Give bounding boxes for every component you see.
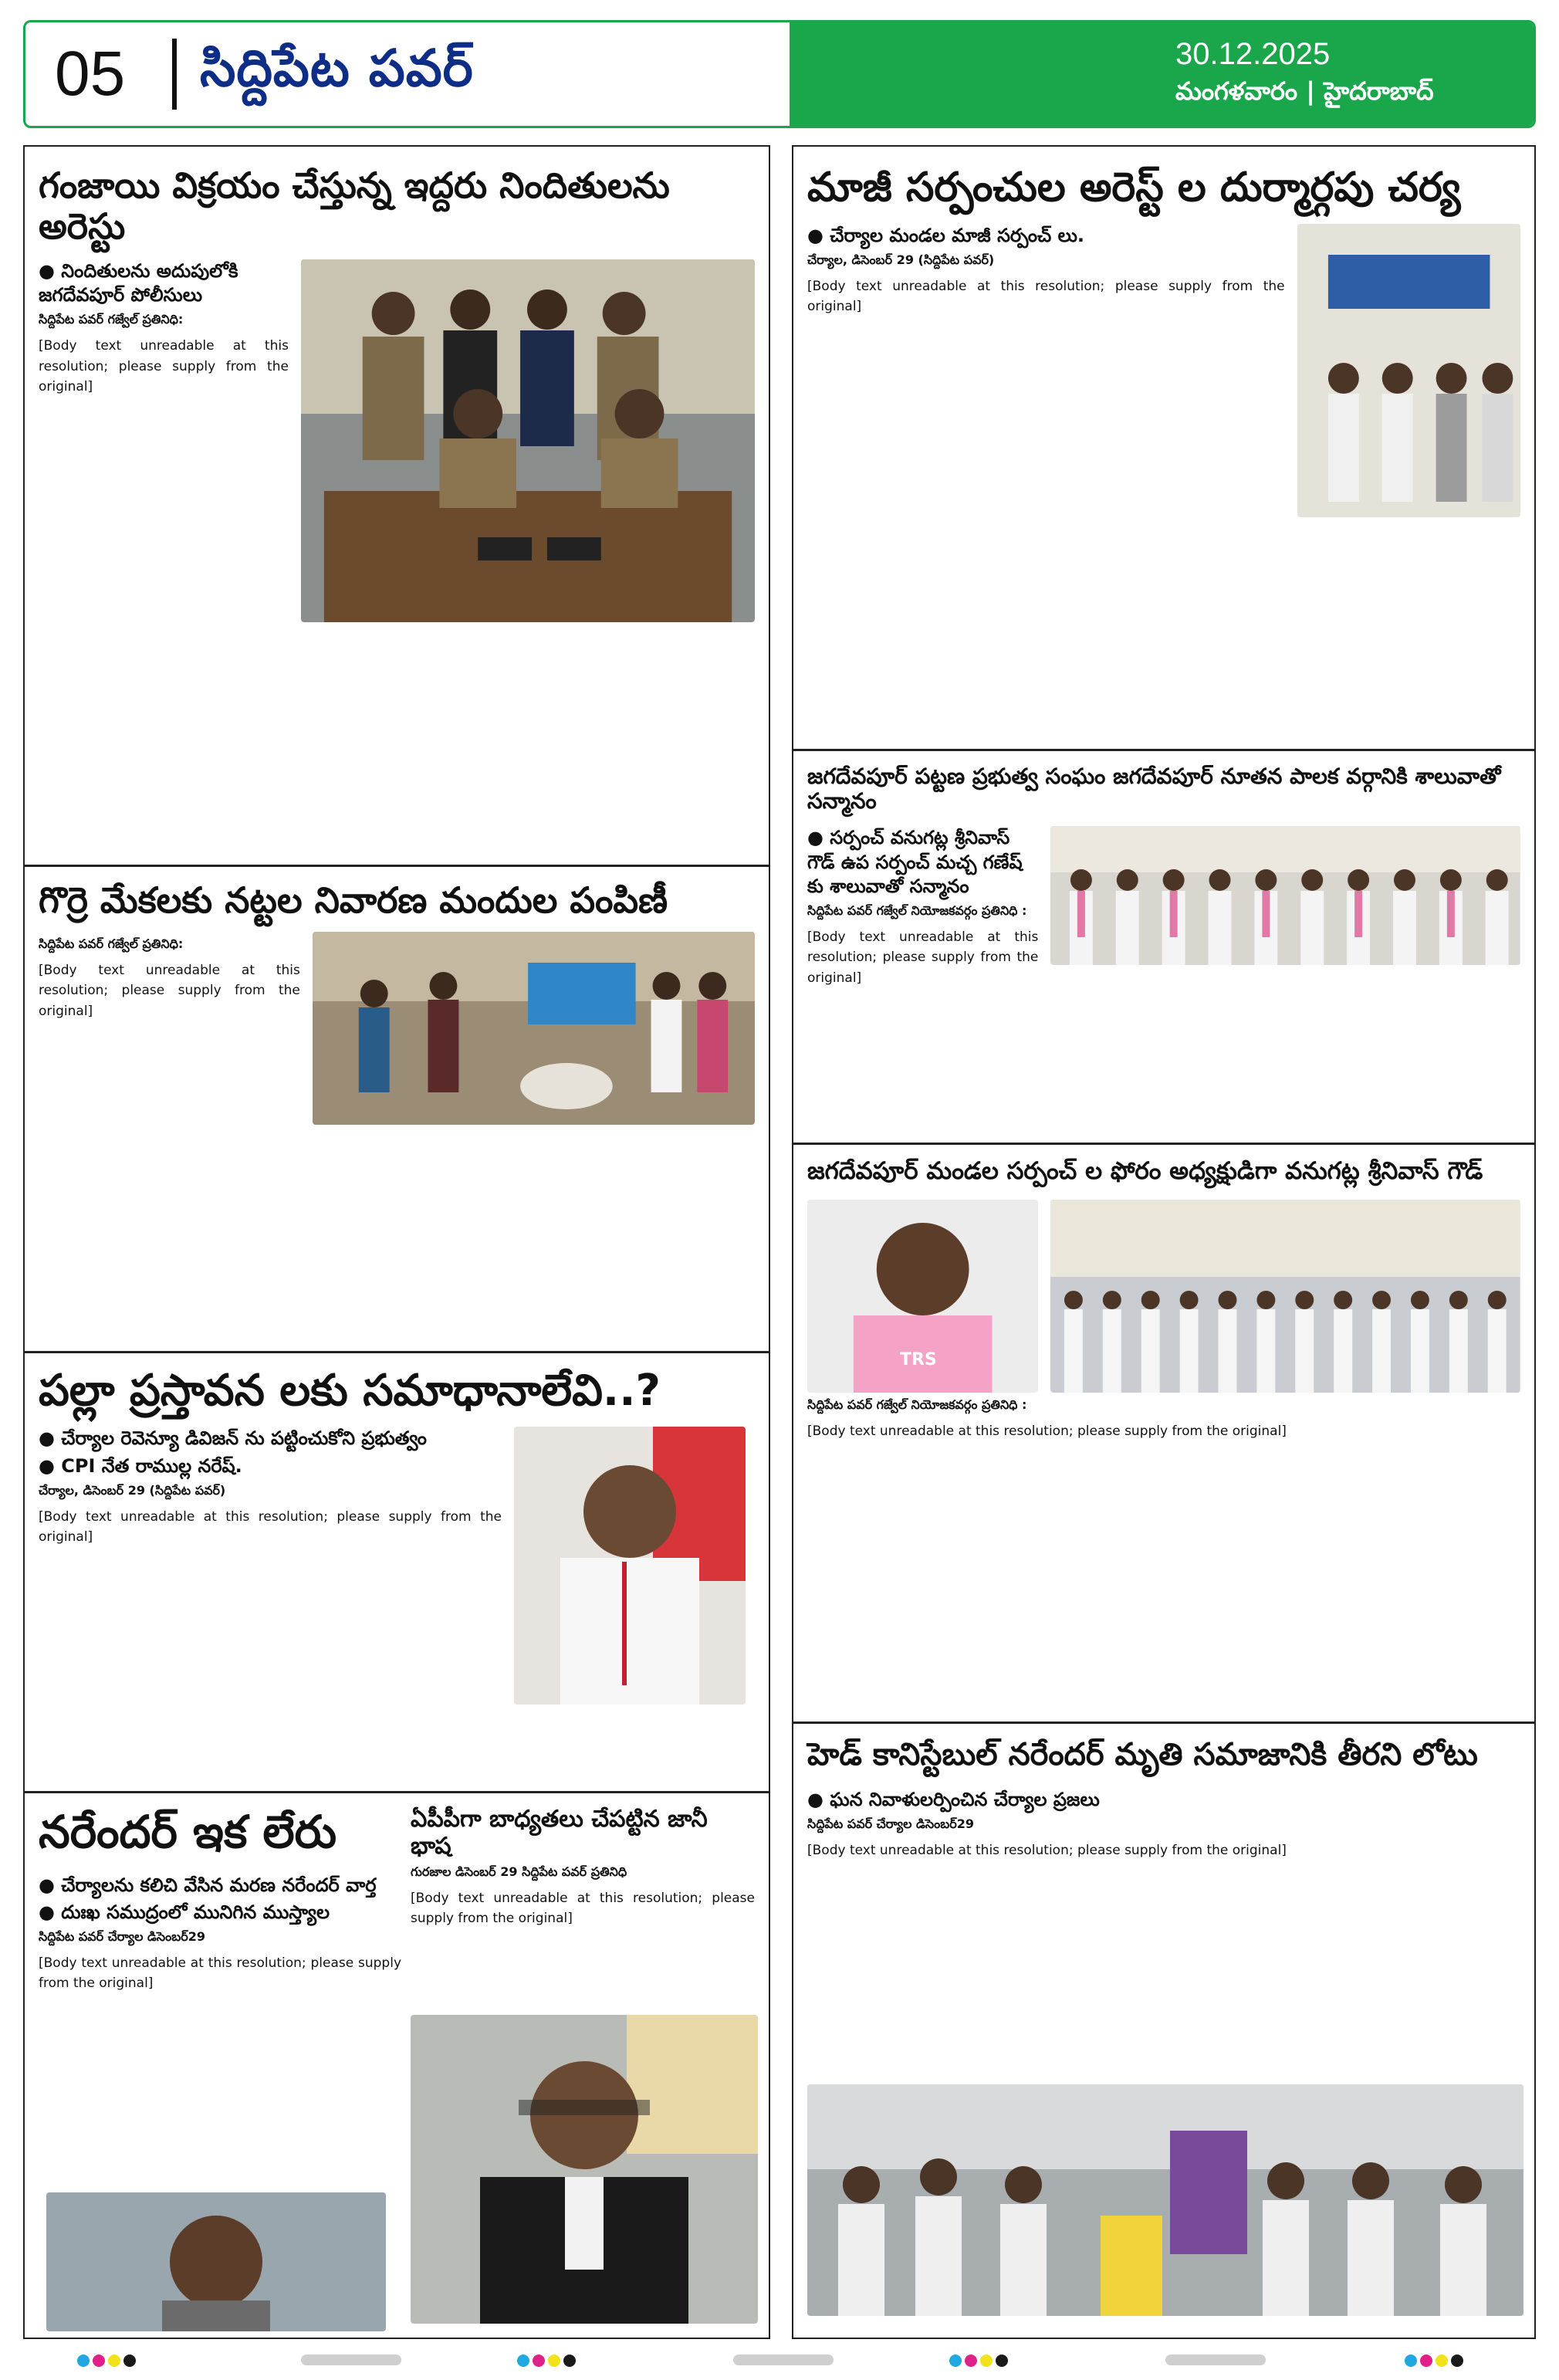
cpi-leader-photo	[514, 1427, 746, 1705]
party-badge: TRS	[900, 1349, 937, 1369]
byline: సిద్దిపేట పవర్ గజ్వేల్ నియోజకవర్గం ప్రతినిధి :	[807, 902, 1027, 918]
goat-medicine-photo	[313, 932, 755, 1125]
article-body: [Body text unreadable at this resolution; please supply from the original]	[39, 1955, 401, 1992]
article-body: [Body text unreadable at this resolution; please supply from the original]	[807, 1423, 1287, 1439]
registration-bar	[301, 2355, 401, 2365]
article-ganja	[39, 165, 755, 860]
headline: జగదేవపూర్ పట్టణ ప్రభుత్వ సంఘం జగదేవపూర్ నూతన పాలక వర్గానికి శాలువాతో సన్మానం	[807, 763, 1501, 814]
article-gorre	[39, 880, 755, 1343]
article-sarpanch-forum	[807, 1158, 1520, 1714]
subhead: ● నిందితులను అదుపులోకి జగదేవపూర్ పోలీసులు	[39, 259, 289, 307]
article-narender-ika	[39, 1806, 401, 2331]
police-station-photo	[1297, 224, 1520, 517]
narender-portrait-photo	[46, 2192, 386, 2331]
headline: మాజీ సర్పంచుల అరెస్ట్ ల దుర్మార్గపు చర్య	[807, 164, 1461, 211]
subhead: ● సర్పంచ్ వనుగట్ల శ్రీనివాస్ గౌడ్ ఉప సర్పంచ్ మచ్చ గణేష్ కు శాలువాతో సన్మానం	[807, 826, 1038, 899]
byline: గురజాల డిసెంబర్ 29 సిద్దిపేట పవర్ ప్రతినిధి	[411, 1864, 627, 1879]
headline: నరేందర్ ఇక లేరు	[39, 1806, 337, 1858]
subhead: ● చేర్యాలను కలిచి వేసిన మరణ నరేందర్ వార్త	[39, 1874, 401, 1898]
article-body: [Body text unreadable at this resolution; please supply from the original]	[411, 1891, 755, 1927]
forum-group-photo	[1050, 1200, 1520, 1393]
byline: సిద్దిపేట పవర్ చేర్యాల డిసెంబర్29	[39, 1929, 205, 1945]
section-divider	[25, 1351, 769, 1353]
headline: పల్లా ప్రస్తావన లకు సమాధానాలేవి..?	[39, 1366, 661, 1416]
subhead: ● ఘన నివాళులర్పించిన చేర్యాల ప్రజలు	[807, 1788, 1520, 1812]
byline: సిద్దిపేట పవర్ చేర్యాల డిసెంబర్29	[807, 1816, 974, 1832]
registration-bar	[733, 2355, 834, 2365]
article-maji	[807, 165, 1520, 736]
headline: గొర్రె మేకలకు నట్టల నివారణ మందుల పంపిణీ	[39, 879, 668, 921]
article-jagadevapur-sanmanam	[807, 764, 1520, 1135]
section-divider	[793, 1722, 1534, 1724]
police-arrest-photo	[301, 259, 755, 622]
subhead: ● చేర్యాల మండల మాజీ సర్పంచ్ లు.	[807, 224, 1285, 248]
subhead: ● దుఃఖ సముద్రంలో మునిగిన ముస్త్యాల	[39, 1901, 401, 1925]
section-divider	[793, 1143, 1534, 1145]
section-divider	[25, 865, 769, 867]
byline: చేర్యాల, డిసెంబర్ 29 (సిద్దిపేట పవర్)	[807, 252, 995, 267]
page-number: 05	[55, 39, 126, 109]
article-app	[411, 1806, 755, 2331]
byline: సిద్దిపేట పవర్ గజ్వేల్ ప్రతినిధి:	[39, 312, 184, 327]
article-body: [Body text unreadable at this resolution; please supply from the original]	[39, 962, 300, 1019]
article-body: [Body text unreadable at this resolution; please supply from the original]	[39, 1508, 502, 1545]
masthead	[23, 20, 1536, 128]
byline: చేర్యాల, డిసెంబర్ 29 (సిద్దిపేట పవర్)	[39, 1482, 226, 1498]
paper-name: సిద్దిపేట పవర్	[200, 38, 474, 98]
subhead: ● చేర్యాల రెవెన్యూ డివిజన్ ను పట్టించుకోని ప్రభుత్వం	[39, 1427, 502, 1451]
article-body: [Body text unreadable at this resolution; please supply from the original]	[807, 278, 1285, 315]
headline: హెడ్ కానిస్టేబుల్ నరేందర్ మృతి సమాజానికి తీరని లోటు	[807, 1737, 1478, 1772]
masthead-divider	[172, 39, 177, 110]
headline: గంజాయి విక్రయం చేస్తున్న ఇద్దరు నిందితులను అరెస్టు	[39, 164, 670, 247]
section-divider	[793, 749, 1534, 751]
lawyer-portrait-photo	[411, 2015, 758, 2324]
headline: జగదేవపూర్ మండల సర్పంచ్ ల ఫోరం అధ్యక్షుడిగా వనుగట్ల శ్రీనివాస్ గౌడ్	[807, 1157, 1483, 1185]
article-body: [Body text unreadable at this resolution; please supply from the original]	[807, 929, 1039, 986]
registration-marks	[1405, 2353, 1463, 2368]
issue-day-place: మంగళవారం | హైదరాబాద్	[1175, 76, 1434, 106]
article-head-constable	[807, 1737, 1520, 2339]
registration-marks	[949, 2353, 1008, 2368]
article-body: [Body text unreadable at this resolution; please supply from the original]	[807, 1843, 1287, 1859]
headline: ఏపీపీగా బాధ్యతలు చేపట్టిన జానీ భాష	[411, 1806, 708, 1860]
subhead: ● CPI నేత రాముల్ల నరేష్.	[39, 1454, 502, 1478]
masthead-left	[25, 22, 790, 126]
srinivas-goud-portrait-photo	[807, 1200, 1038, 1393]
masthead-right	[790, 22, 1534, 126]
registration-bar	[1165, 2355, 1266, 2365]
issue-date: 30.12.2025	[1175, 36, 1331, 71]
article-palla	[39, 1366, 755, 1783]
tribute-group-photo	[807, 2084, 1523, 2316]
byline: సిద్దిపేట పవర్ గజ్వేల్ నియోజకవర్గం ప్రతినిధి :	[807, 1397, 1027, 1412]
right-column	[792, 145, 1536, 2339]
registration-marks	[77, 2353, 136, 2368]
registration-marks	[517, 2353, 576, 2368]
felicitation-photo	[1050, 826, 1520, 965]
article-body: [Body text unreadable at this resolution; please supply from the original]	[39, 338, 289, 394]
left-column	[23, 145, 770, 2339]
byline: సిద్దిపేట పవర్ గజ్వేల్ ప్రతినిధి:	[39, 936, 184, 951]
section-divider	[25, 1791, 769, 1793]
